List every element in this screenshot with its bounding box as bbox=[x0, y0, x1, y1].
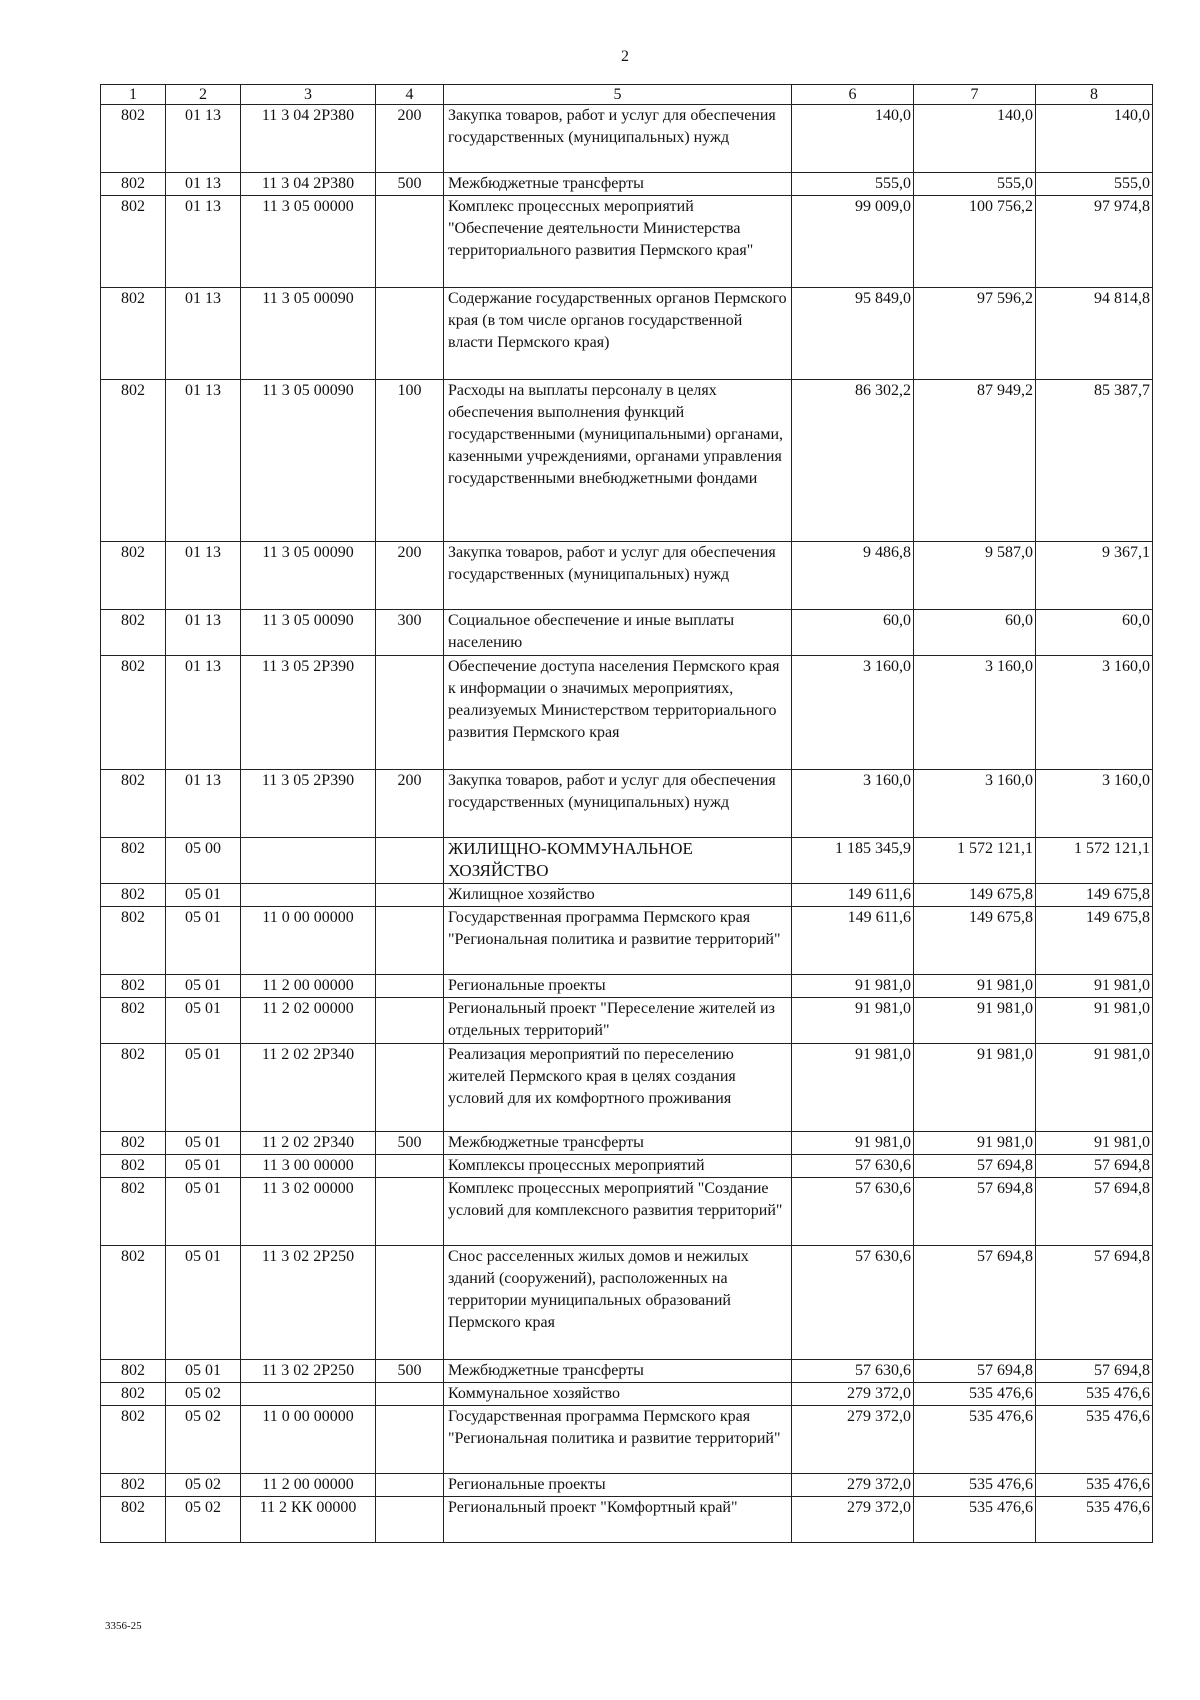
table-cell: Государственная программа Пермского края "Региональная политика и развитие территорий" bbox=[444, 907, 792, 975]
table-cell: 535 476,6 bbox=[914, 1497, 1036, 1543]
table-cell: 85 387,7 bbox=[1036, 380, 1153, 542]
table-cell: Комплекс процессных мероприятий "Создание условий для комплексного развития территорий" bbox=[444, 1178, 792, 1246]
table-cell: 802 bbox=[101, 998, 166, 1044]
table-cell: Реализация мероприятий по переселению жителей Пермского края в целях создания условий для их комфортного проживания bbox=[444, 1044, 792, 1132]
table-cell bbox=[376, 1406, 444, 1474]
column-header: 3 bbox=[241, 85, 376, 105]
table-cell bbox=[376, 1044, 444, 1132]
table-cell: 05 01 bbox=[166, 975, 241, 998]
table-cell: 57 694,8 bbox=[1036, 1246, 1153, 1360]
table-row bbox=[101, 380, 1153, 542]
table-row bbox=[101, 196, 1153, 288]
column-header: 1 bbox=[101, 85, 166, 105]
table-cell: 1 572 121,1 bbox=[1036, 838, 1153, 884]
table-cell: 91 981,0 bbox=[1036, 998, 1153, 1044]
table-cell: 05 01 bbox=[166, 1044, 241, 1132]
table-row bbox=[101, 1383, 1153, 1406]
table-cell: 11 3 02 2Р250 bbox=[241, 1360, 376, 1383]
table-cell bbox=[376, 907, 444, 975]
table-cell bbox=[241, 838, 376, 884]
table-cell: 149 611,6 bbox=[792, 907, 914, 975]
table-cell bbox=[376, 1246, 444, 1360]
table-cell: Закупка товаров, работ и услуг для обеспечения государственных (муниципальных) нужд bbox=[444, 770, 792, 838]
table-cell bbox=[241, 1383, 376, 1406]
table-cell bbox=[376, 838, 444, 884]
table-row bbox=[101, 770, 1153, 838]
table-cell: 555,0 bbox=[914, 173, 1036, 196]
page-number: 2 bbox=[621, 48, 629, 65]
table-cell: 11 0 00 00000 bbox=[241, 1406, 376, 1474]
table-cell: 140,0 bbox=[1036, 105, 1153, 173]
table-cell: Региональные проекты bbox=[444, 1474, 792, 1497]
table-cell: 05 01 bbox=[166, 1360, 241, 1383]
table-cell: 05 01 bbox=[166, 1155, 241, 1178]
table-cell: 802 bbox=[101, 1360, 166, 1383]
table-cell: 535 476,6 bbox=[914, 1406, 1036, 1474]
table-cell: 57 630,6 bbox=[792, 1360, 914, 1383]
table-cell: 01 13 bbox=[166, 542, 241, 610]
table-cell: 149 611,6 bbox=[792, 884, 914, 907]
table-cell: 140,0 bbox=[792, 105, 914, 173]
table-cell: 11 0 00 00000 bbox=[241, 907, 376, 975]
table-cell: 802 bbox=[101, 1246, 166, 1360]
table-cell: 57 694,8 bbox=[1036, 1178, 1153, 1246]
table-cell: Социальное обеспечение и иные выплаты населению bbox=[444, 610, 792, 656]
table-cell: 91 981,0 bbox=[914, 1132, 1036, 1155]
table-cell: Государственная программа Пермского края "Региональная политика и развитие территорий" bbox=[444, 1406, 792, 1474]
table-row bbox=[101, 656, 1153, 770]
table-cell bbox=[376, 998, 444, 1044]
table-cell: 11 2 02 00000 bbox=[241, 998, 376, 1044]
table-cell: 57 630,6 bbox=[792, 1178, 914, 1246]
table-cell bbox=[376, 1155, 444, 1178]
table-cell: 91 981,0 bbox=[1036, 975, 1153, 998]
table-cell: 279 372,0 bbox=[792, 1497, 914, 1543]
table-cell: 802 bbox=[101, 907, 166, 975]
table-cell: 802 bbox=[101, 884, 166, 907]
table-row bbox=[101, 173, 1153, 196]
table-cell: 05 01 bbox=[166, 1132, 241, 1155]
table-cell: 500 bbox=[376, 173, 444, 196]
table-cell: 802 bbox=[101, 770, 166, 838]
table-cell: 535 476,6 bbox=[914, 1383, 1036, 1406]
table-cell: Комплексы процессных мероприятий bbox=[444, 1155, 792, 1178]
table-cell: 149 675,8 bbox=[914, 907, 1036, 975]
table-cell: 802 bbox=[101, 173, 166, 196]
table-cell: Жилищное хозяйство bbox=[444, 884, 792, 907]
table-cell: 802 bbox=[101, 610, 166, 656]
table-cell: Межбюджетные трансферты bbox=[444, 1132, 792, 1155]
table-cell: 05 02 bbox=[166, 1497, 241, 1543]
table-cell: Региональные проекты bbox=[444, 975, 792, 998]
column-header: 6 bbox=[792, 85, 914, 105]
table-cell: 57 694,8 bbox=[1036, 1360, 1153, 1383]
table-cell: Расходы на выплаты персоналу в целях обеспечения выполнения функций государственными (муниципальными) органами, казенными учреждениями, органами управления государственными внебюджетными фондами bbox=[444, 380, 792, 542]
table-cell: 11 2 КК 00000 bbox=[241, 1497, 376, 1543]
table-cell: 91 981,0 bbox=[1036, 1044, 1153, 1132]
table-row bbox=[101, 542, 1153, 610]
table-cell: 3 160,0 bbox=[914, 656, 1036, 770]
table-cell: 11 2 02 2Р340 bbox=[241, 1044, 376, 1132]
table-cell: 60,0 bbox=[914, 610, 1036, 656]
table-cell: 97 974,8 bbox=[1036, 196, 1153, 288]
table-cell: 91 981,0 bbox=[792, 975, 914, 998]
table-cell: 3 160,0 bbox=[914, 770, 1036, 838]
table-cell: 91 981,0 bbox=[914, 975, 1036, 998]
table-cell: 100 bbox=[376, 380, 444, 542]
table-cell: 802 bbox=[101, 838, 166, 884]
table-row bbox=[101, 1178, 1153, 1246]
table-cell: 535 476,6 bbox=[1036, 1406, 1153, 1474]
table-cell: 200 bbox=[376, 770, 444, 838]
table-cell: Закупка товаров, работ и услуг для обеспечения государственных (муниципальных) нужд bbox=[444, 542, 792, 610]
table-cell: Региональный проект "Переселение жителей из отдельных территорий" bbox=[444, 998, 792, 1044]
table-cell: ЖИЛИЩНО-КОММУНАЛЬНОЕ ХОЗЯЙСТВО bbox=[444, 838, 792, 884]
table-row bbox=[101, 288, 1153, 380]
column-header: 4 bbox=[376, 85, 444, 105]
column-header: 5 bbox=[444, 85, 792, 105]
table-cell: 05 01 bbox=[166, 1178, 241, 1246]
table-cell: 11 3 02 00000 bbox=[241, 1178, 376, 1246]
table-cell: 11 3 05 00090 bbox=[241, 288, 376, 380]
table-cell: 11 2 00 00000 bbox=[241, 975, 376, 998]
table-cell: 9 587,0 bbox=[914, 542, 1036, 610]
table-cell: Содержание государственных органов Пермского края (в том числе органов государственной власти Пермского края) bbox=[444, 288, 792, 380]
table-cell: 149 675,8 bbox=[914, 884, 1036, 907]
table-cell: 3 160,0 bbox=[1036, 656, 1153, 770]
table-cell: 802 bbox=[101, 542, 166, 610]
table-cell: Межбюджетные трансферты bbox=[444, 1360, 792, 1383]
table-cell: Закупка товаров, работ и услуг для обеспечения государственных (муниципальных) нужд bbox=[444, 105, 792, 173]
table-cell: Снос расселенных жилых домов и нежилых зданий (сооружений), расположенных на территории муниципальных образований Пермского края bbox=[444, 1246, 792, 1360]
table-row bbox=[101, 1497, 1153, 1543]
table-cell: 86 302,2 bbox=[792, 380, 914, 542]
table-cell: 91 981,0 bbox=[914, 1044, 1036, 1132]
table-cell: 200 bbox=[376, 105, 444, 173]
table-cell: 57 694,8 bbox=[914, 1155, 1036, 1178]
table-cell: 05 01 bbox=[166, 998, 241, 1044]
table-cell: 500 bbox=[376, 1360, 444, 1383]
table-cell: 57 694,8 bbox=[914, 1360, 1036, 1383]
column-header: 2 bbox=[166, 85, 241, 105]
table-cell: 3 160,0 bbox=[792, 770, 914, 838]
table-cell: 91 981,0 bbox=[792, 1132, 914, 1155]
table-cell: 57 630,6 bbox=[792, 1155, 914, 1178]
table-cell: 57 694,8 bbox=[1036, 1155, 1153, 1178]
header-row bbox=[101, 85, 1153, 105]
table-cell bbox=[376, 1474, 444, 1497]
table-cell: 802 bbox=[101, 1406, 166, 1474]
table-cell: 149 675,8 bbox=[1036, 884, 1153, 907]
table-cell: 802 bbox=[101, 196, 166, 288]
table-cell: 100 756,2 bbox=[914, 196, 1036, 288]
table-cell: 01 13 bbox=[166, 770, 241, 838]
table-cell: 1 572 121,1 bbox=[914, 838, 1036, 884]
table-cell: 57 694,8 bbox=[914, 1178, 1036, 1246]
table-cell: 3 160,0 bbox=[1036, 770, 1153, 838]
table-cell bbox=[376, 1178, 444, 1246]
table-cell bbox=[376, 1497, 444, 1543]
table-row bbox=[101, 1155, 1153, 1178]
table-cell: 279 372,0 bbox=[792, 1383, 914, 1406]
table-cell: 802 bbox=[101, 288, 166, 380]
table-cell: 11 3 05 00090 bbox=[241, 542, 376, 610]
table-cell: 11 3 05 00090 bbox=[241, 610, 376, 656]
table-row bbox=[101, 1246, 1153, 1360]
budget-table bbox=[100, 84, 1153, 1543]
table-cell: 57 630,6 bbox=[792, 1246, 914, 1360]
table-cell: 97 596,2 bbox=[914, 288, 1036, 380]
table-cell: 555,0 bbox=[1036, 173, 1153, 196]
table-cell: 01 13 bbox=[166, 288, 241, 380]
table-cell: 802 bbox=[101, 1497, 166, 1543]
table-cell: 99 009,0 bbox=[792, 196, 914, 288]
table-cell bbox=[376, 288, 444, 380]
table-cell: 60,0 bbox=[1036, 610, 1153, 656]
table-row bbox=[101, 975, 1153, 998]
table-cell: 300 bbox=[376, 610, 444, 656]
table-cell: 91 981,0 bbox=[792, 998, 914, 1044]
table-cell: 05 02 bbox=[166, 1474, 241, 1497]
table-cell: 802 bbox=[101, 105, 166, 173]
table-cell: 11 3 00 00000 bbox=[241, 1155, 376, 1178]
table-cell: Межбюджетные трансферты bbox=[444, 173, 792, 196]
document-code: 3356-25 bbox=[105, 1620, 142, 1632]
table-cell: 95 849,0 bbox=[792, 288, 914, 380]
table-row bbox=[101, 1474, 1153, 1497]
table-cell: 535 476,6 bbox=[1036, 1497, 1153, 1543]
table-cell bbox=[376, 884, 444, 907]
table-cell: 05 01 bbox=[166, 1246, 241, 1360]
table-cell: 802 bbox=[101, 1155, 166, 1178]
table-row bbox=[101, 1132, 1153, 1155]
table-cell: 535 476,6 bbox=[1036, 1383, 1153, 1406]
table-row bbox=[101, 1044, 1153, 1132]
table-row bbox=[101, 105, 1153, 173]
table-cell bbox=[241, 884, 376, 907]
table-cell: 91 981,0 bbox=[1036, 1132, 1153, 1155]
column-header: 7 bbox=[914, 85, 1036, 105]
table-cell: 11 3 04 2Р380 bbox=[241, 173, 376, 196]
table-cell: 1 185 345,9 bbox=[792, 838, 914, 884]
table-cell: 05 02 bbox=[166, 1406, 241, 1474]
table-cell: 802 bbox=[101, 975, 166, 998]
table-cell: Обеспечение доступа населения Пермского края к информации о значимых мероприятиях, реализуемых Министерством территориального развития Пермского края bbox=[444, 656, 792, 770]
table-cell: 91 981,0 bbox=[914, 998, 1036, 1044]
table-row bbox=[101, 1360, 1153, 1383]
table-cell: 11 3 05 00090 bbox=[241, 380, 376, 542]
table-cell: 01 13 bbox=[166, 105, 241, 173]
table-row bbox=[101, 838, 1153, 884]
table-cell: 11 3 05 00000 bbox=[241, 196, 376, 288]
table-cell: 05 02 bbox=[166, 1383, 241, 1406]
table-cell: 149 675,8 bbox=[1036, 907, 1153, 975]
table-cell: 01 13 bbox=[166, 610, 241, 656]
table-cell: 9 367,1 bbox=[1036, 542, 1153, 610]
table-row bbox=[101, 1406, 1153, 1474]
table-cell: 05 01 bbox=[166, 884, 241, 907]
table-cell: 11 3 05 2Р390 bbox=[241, 656, 376, 770]
table-cell bbox=[376, 1383, 444, 1406]
table-cell: 500 bbox=[376, 1132, 444, 1155]
table-cell: 555,0 bbox=[792, 173, 914, 196]
table-cell: 140,0 bbox=[914, 105, 1036, 173]
table-cell bbox=[376, 196, 444, 288]
table-cell: 802 bbox=[101, 1383, 166, 1406]
column-header: 8 bbox=[1036, 85, 1153, 105]
table-cell bbox=[376, 975, 444, 998]
table-cell: 11 2 02 2Р340 bbox=[241, 1132, 376, 1155]
table-cell: 57 694,8 bbox=[914, 1246, 1036, 1360]
table-cell: 01 13 bbox=[166, 196, 241, 288]
table-cell: 535 476,6 bbox=[1036, 1474, 1153, 1497]
table-cell: 279 372,0 bbox=[792, 1406, 914, 1474]
table-row bbox=[101, 998, 1153, 1044]
table-cell: 91 981,0 bbox=[792, 1044, 914, 1132]
table-row bbox=[101, 610, 1153, 656]
table-cell: 60,0 bbox=[792, 610, 914, 656]
table-cell: 200 bbox=[376, 542, 444, 610]
table-cell: 94 814,8 bbox=[1036, 288, 1153, 380]
table-cell: 11 3 04 2Р380 bbox=[241, 105, 376, 173]
table-cell: Коммунальное хозяйство bbox=[444, 1383, 792, 1406]
table-cell: 535 476,6 bbox=[914, 1474, 1036, 1497]
table-cell: 01 13 bbox=[166, 173, 241, 196]
table-cell: 01 13 bbox=[166, 380, 241, 542]
table-cell: Региональный проект "Комфортный край" bbox=[444, 1497, 792, 1543]
table-cell: 11 3 02 2Р250 bbox=[241, 1246, 376, 1360]
table-cell: Комплекс процессных мероприятий "Обеспечение деятельности Министерства территориального развития Пермского края" bbox=[444, 196, 792, 288]
table-cell: 802 bbox=[101, 380, 166, 542]
table-cell: 87 949,2 bbox=[914, 380, 1036, 542]
table-cell: 11 2 00 00000 bbox=[241, 1474, 376, 1497]
table-cell: 802 bbox=[101, 1132, 166, 1155]
table-cell: 802 bbox=[101, 1178, 166, 1246]
table-row bbox=[101, 884, 1153, 907]
table-cell: 802 bbox=[101, 656, 166, 770]
table-cell: 3 160,0 bbox=[792, 656, 914, 770]
table-cell bbox=[376, 656, 444, 770]
table-cell: 802 bbox=[101, 1044, 166, 1132]
table-cell: 802 bbox=[101, 1474, 166, 1497]
table-cell: 11 3 05 2Р390 bbox=[241, 770, 376, 838]
table-row bbox=[101, 907, 1153, 975]
table-cell: 05 00 bbox=[166, 838, 241, 884]
table-cell: 279 372,0 bbox=[792, 1474, 914, 1497]
table-cell: 01 13 bbox=[166, 656, 241, 770]
table-cell: 05 01 bbox=[166, 907, 241, 975]
table-cell: 9 486,8 bbox=[792, 542, 914, 610]
